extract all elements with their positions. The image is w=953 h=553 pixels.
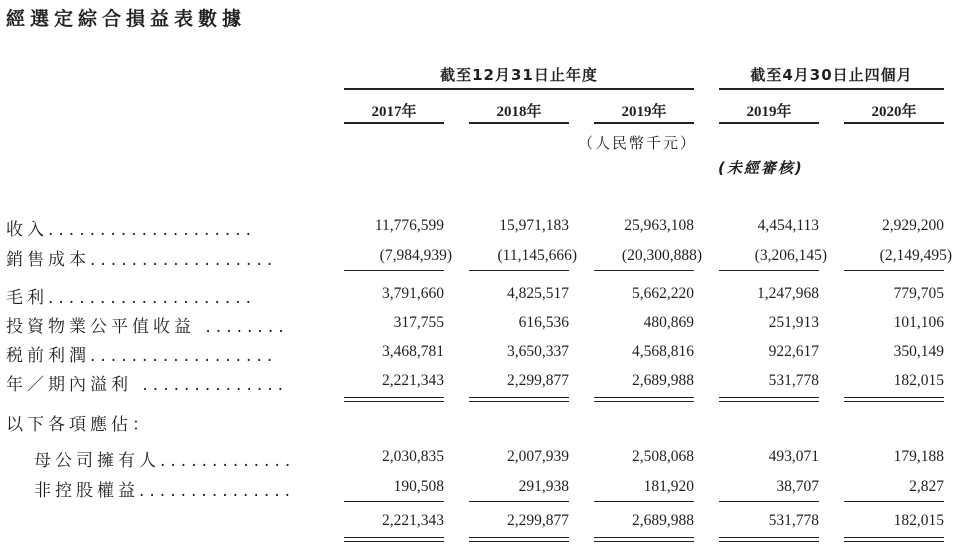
currency-note: （人民幣千元） — [578, 134, 698, 152]
cell-value: 3,791,660 — [382, 285, 444, 302]
subtotal-rule — [344, 270, 444, 271]
cell-value: 2,689,988 — [632, 372, 694, 389]
cell-value: 15,971,183 — [499, 217, 569, 234]
cell-value: 779,705 — [893, 285, 944, 302]
cell-value: 493,071 — [768, 448, 819, 465]
cell-value: (7,984,939) — [379, 247, 452, 264]
total-double-rule — [719, 397, 819, 402]
group-header-year-ended: 截至12月31日止年度 — [440, 66, 598, 84]
cell-value: 181,920 — [643, 478, 694, 495]
year-rule — [594, 122, 694, 124]
total-double-rule — [344, 397, 444, 402]
cell-value: 101,106 — [893, 314, 944, 331]
cell-value: (11,145,666) — [497, 247, 577, 264]
cell-value: 480,869 — [643, 314, 694, 331]
total-double-rule — [844, 537, 944, 542]
row-label-cost-of-sales: 銷售成本.................. — [6, 250, 278, 270]
row-label-investment-property-fv-gain: 投資物業公平值收益 ........ — [6, 317, 289, 337]
cell-value: 3,468,781 — [382, 343, 444, 360]
cell-value: 350,149 — [893, 343, 944, 360]
subtotal-rule — [344, 501, 444, 502]
cell-value: 25,963,108 — [624, 217, 694, 234]
cell-value: 190,508 — [393, 478, 444, 495]
subtotal-rule — [844, 270, 944, 271]
cell-value: 2,929,200 — [882, 217, 944, 234]
year-header: 2018年 — [496, 104, 542, 120]
total-value: 531,778 — [768, 512, 819, 529]
cell-value: 4,454,113 — [757, 217, 819, 234]
total-double-rule — [844, 397, 944, 402]
cell-value: (2,149,495) — [879, 247, 952, 264]
year-rule — [344, 122, 444, 124]
cell-value: 2,221,343 — [382, 372, 444, 389]
total-value: 2,689,988 — [632, 512, 694, 529]
total-value: 2,299,877 — [507, 512, 569, 529]
total-double-rule — [719, 537, 819, 542]
subtotal-rule — [844, 501, 944, 502]
group-header-four-months: 截至4月30日止四個月 — [750, 66, 913, 84]
cell-value: (3,206,145) — [754, 247, 827, 264]
row-label-profit-before-tax: 税前利潤.................. — [6, 346, 278, 366]
cell-value: 4,568,816 — [632, 343, 694, 360]
cell-value: 2,007,939 — [507, 448, 569, 465]
attributable-heading: 以下各項應佔： — [6, 415, 153, 435]
cell-value: 1,247,968 — [757, 285, 819, 302]
cell-value: 922,617 — [768, 343, 819, 360]
group-header-rule — [719, 88, 944, 90]
year-rule — [469, 122, 569, 124]
total-double-rule — [469, 537, 569, 542]
cell-value: 3,650,337 — [507, 343, 569, 360]
cell-value: 2,299,877 — [507, 372, 569, 389]
total-double-rule — [469, 397, 569, 402]
subtotal-rule — [594, 501, 694, 502]
row-label-revenue: 收入.................... — [6, 220, 257, 240]
unaudited-note: (未經審核) — [718, 159, 804, 177]
cell-value: 251,913 — [768, 314, 819, 331]
subtotal-rule — [719, 501, 819, 502]
row-label-owners-of-parent: 母公司擁有人............. — [34, 451, 296, 471]
cell-value: 182,015 — [893, 372, 944, 389]
year-header: 2019年 — [621, 104, 667, 120]
cell-value: 5,662,220 — [632, 285, 694, 302]
group-header-rule — [344, 88, 694, 90]
subtotal-rule — [719, 270, 819, 271]
cell-value: 179,188 — [893, 448, 944, 465]
year-rule — [719, 122, 819, 124]
cell-value: 4,825,517 — [507, 285, 569, 302]
subtotal-rule — [469, 501, 569, 502]
total-double-rule — [594, 537, 694, 542]
cell-value: 2,508,068 — [632, 448, 694, 465]
total-double-rule — [594, 397, 694, 402]
subtotal-rule — [594, 270, 694, 271]
cell-value: 291,938 — [518, 478, 569, 495]
total-value: 182,015 — [893, 512, 944, 529]
year-header: 2019年 — [746, 104, 792, 120]
year-header: 2020年 — [871, 104, 917, 120]
subtotal-rule — [469, 270, 569, 271]
year-rule — [844, 122, 944, 124]
cell-value: 11,776,599 — [374, 217, 444, 234]
page-title: 經選定綜合損益表數據 — [6, 8, 247, 30]
row-label-gross-profit: 毛利.................... — [6, 288, 257, 308]
row-label-profit-for-period: 年／期內溢利 .............. — [6, 375, 289, 395]
cell-value: 2,030,835 — [382, 448, 444, 465]
cell-value: 531,778 — [768, 372, 819, 389]
cell-value: 616,536 — [518, 314, 569, 331]
cell-value: 38,707 — [776, 478, 819, 495]
year-header: 2017年 — [371, 104, 417, 120]
total-value: 2,221,343 — [382, 512, 444, 529]
row-label-non-controlling-interests: 非控股權益............... — [34, 481, 296, 501]
cell-value: 2,827 — [909, 478, 944, 495]
cell-value: 317,755 — [393, 314, 444, 331]
total-double-rule — [344, 537, 444, 542]
cell-value: (20,300,888) — [621, 247, 702, 264]
